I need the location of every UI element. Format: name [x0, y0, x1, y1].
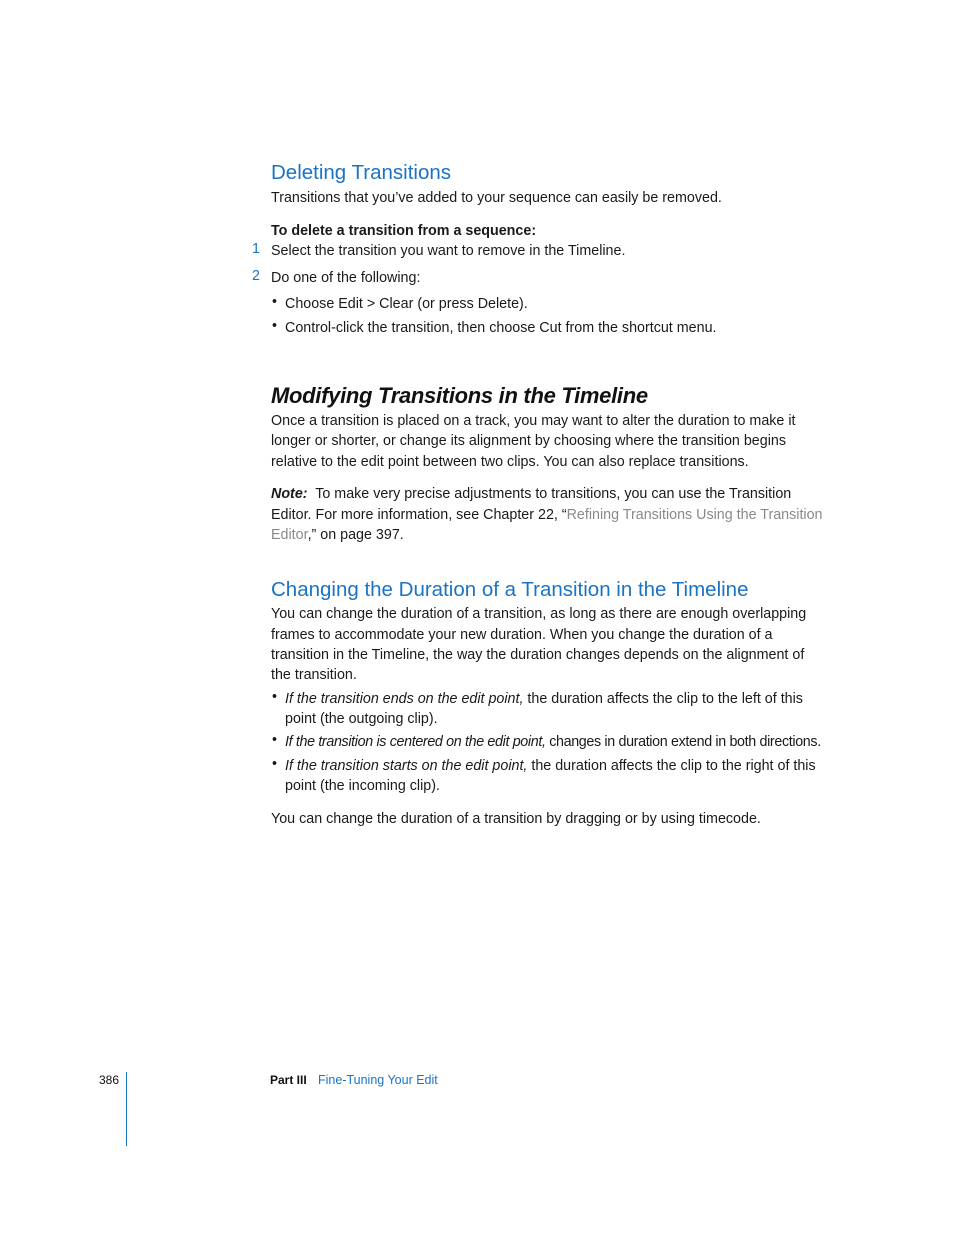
- bullet-text-continued: point (the incoming clip).: [285, 778, 440, 794]
- note-line: [271, 505, 823, 526]
- bullet-result: the duration affects the clip to the left of this: [523, 691, 803, 707]
- bullet-text: Choose Edit > Clear (or press Delete).: [285, 296, 528, 312]
- bullet-text: [285, 756, 816, 777]
- bullet-text-continued: point (the outgoing clip).: [285, 711, 438, 727]
- footer-part-label: Part III: [270, 1073, 307, 1087]
- bullet-icon: •: [272, 689, 278, 705]
- footer-part-title[interactable]: Fine-Tuning Your Edit: [318, 1073, 438, 1087]
- cross-reference-link[interactable]: Refining Transitions Using the Transition: [566, 507, 823, 523]
- bullet-icon: •: [272, 318, 278, 334]
- paragraph-line: You can change the duration of a transition, as long as there are enough overlapping: [271, 606, 807, 622]
- paragraph-line: transition in the Timeline, the way the duration changes depends on the alignment of: [271, 647, 805, 663]
- section-heading-changing: Changing the Duration of a Transition in the Timeline: [271, 578, 749, 601]
- step-number: 2: [252, 268, 260, 284]
- footer-divider: [126, 1072, 127, 1146]
- step-number: 1: [252, 241, 260, 257]
- bullet-condition: If the transition ends on the edit point,: [285, 691, 524, 707]
- section-heading-deleting: Deleting Transitions: [271, 161, 452, 184]
- bullet-result: changes in duration extend in both directions.: [545, 734, 821, 750]
- task-title: To delete a transition from a sequence:: [271, 223, 537, 239]
- paragraph-line: the transition.: [271, 667, 357, 683]
- bullet-icon: •: [272, 294, 278, 310]
- step-text: Select the transition you want to remove in the Timeline.: [271, 243, 626, 259]
- closing-paragraph: You can change the duration of a transition by dragging or by using timecode.: [271, 811, 761, 827]
- note-line: [271, 525, 404, 546]
- bullet-result: the duration affects the clip to the right of this: [527, 758, 816, 774]
- bullet-condition: If the transition is centered on the edit point,: [285, 734, 546, 750]
- paragraph-line: Once a transition is placed on a track, you may want to alter the duration to make it: [271, 413, 796, 429]
- note-text: Editor. For more information, see Chapter 22, “: [271, 507, 567, 523]
- bullet-icon: •: [272, 732, 278, 748]
- note-text: ,” on page 397.: [307, 527, 404, 543]
- chapter-heading-modifying: Modifying Transitions in the Timeline: [271, 383, 648, 408]
- page-number: 386: [99, 1073, 120, 1087]
- deleting-intro: Transitions that you’ve added to your sequence can easily be removed.: [271, 190, 722, 206]
- bullet-text: [285, 732, 821, 753]
- cross-reference-link[interactable]: Editor: [271, 527, 308, 543]
- paragraph-line: longer or shorter, or change its alignment by choosing where the transition begins: [271, 433, 786, 449]
- paragraph-line: frames to accommodate your new duration. When you change the duration of a: [271, 627, 773, 643]
- bullet-text: [285, 689, 803, 710]
- paragraph-line: relative to the edit point between two clips. You can also replace transitions.: [271, 454, 749, 470]
- note-label: Note:: [271, 486, 308, 502]
- bullet-text: Control-click the transition, then choose Cut from the shortcut menu.: [285, 320, 717, 336]
- step-text: Do one of the following:: [271, 270, 421, 286]
- bullet-icon: •: [272, 756, 278, 772]
- note-text: To make very precise adjustments to transitions, you can use the Transition: [315, 486, 792, 502]
- note-line: [271, 484, 791, 505]
- bullet-condition: If the transition starts on the edit point,: [285, 758, 528, 774]
